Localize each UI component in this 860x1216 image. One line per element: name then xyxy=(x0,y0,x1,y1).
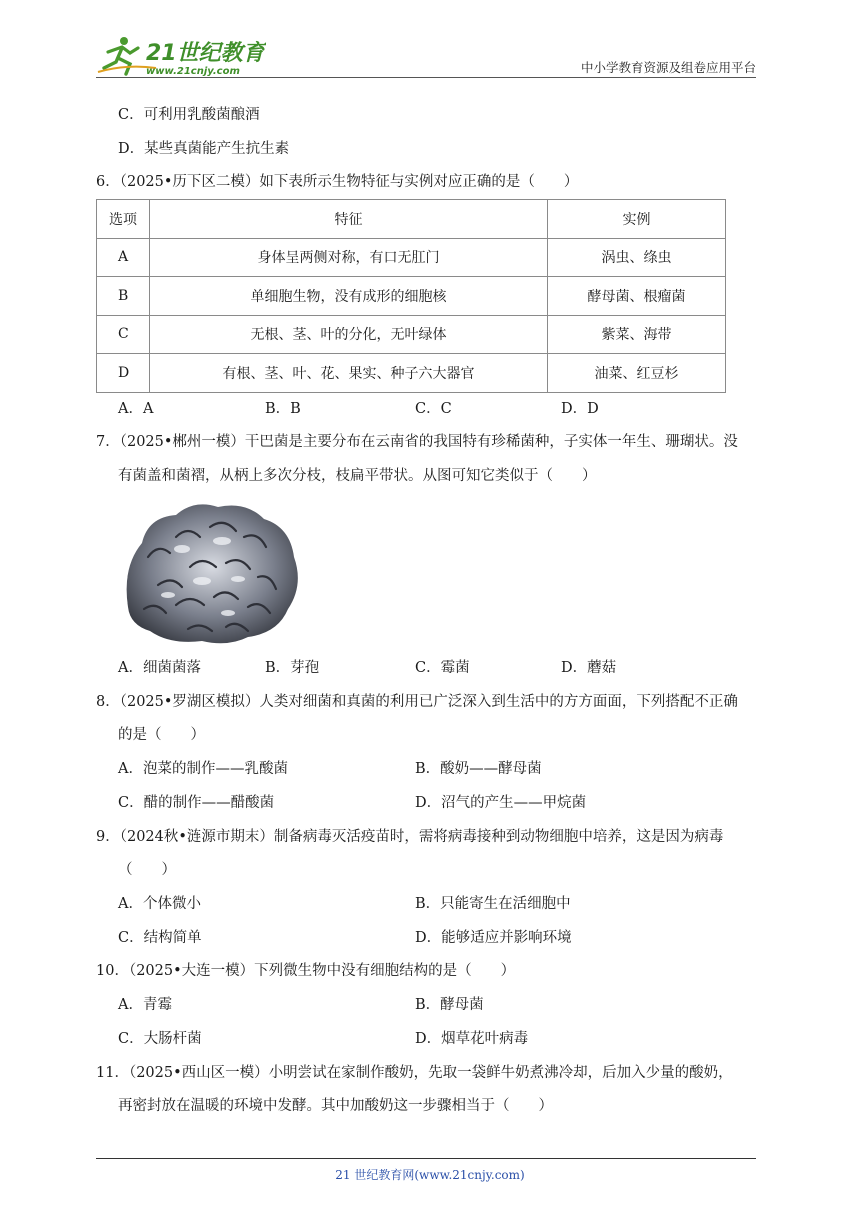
q11-stem-line2: 再密封放在温暖的环境中发酵。其中加酸奶这一步骤相当于（ ） xyxy=(118,1098,553,1114)
table-row xyxy=(97,315,726,354)
q8-options-row1 xyxy=(118,759,738,779)
q7-stem-line1: 7．（2025•郴州一模）干巴菌是主要分布在云南省的我国特有珍稀菌种，子实体一年生、珊瑚状。没 xyxy=(96,434,738,450)
table-cell: 酵母菌、根瘤菌 xyxy=(548,277,726,316)
q10-option-a: A．青霉 xyxy=(118,997,172,1013)
q6-stem: 6．（2025•历下区二模）如下表所示生物特征与实例对应正确的是（ ） xyxy=(96,174,579,190)
q9-options-row1 xyxy=(118,894,738,914)
q8-option-c: C．醋的制作——醋酸菌 xyxy=(118,795,275,811)
table-cell: 身体呈两侧对称，有口无肛门 xyxy=(150,238,548,277)
table-cell: 涡虫、绦虫 xyxy=(548,238,726,277)
logo-text: 21世纪教育 xyxy=(146,41,265,66)
q6-option-b: B．B xyxy=(265,401,301,417)
table-cell: B xyxy=(97,277,150,316)
table-cell: 有根、茎、叶、花、果实、种子六大器官 xyxy=(150,354,548,393)
q6-options xyxy=(118,399,738,419)
q10-option-b: B．酵母菌 xyxy=(415,997,484,1013)
table-cell: C xyxy=(97,315,150,354)
q7-option-a: A．细菌菌落 xyxy=(118,660,201,676)
header-divider xyxy=(96,77,756,78)
page-header xyxy=(96,30,756,78)
q6-option-d: D．D xyxy=(561,401,599,417)
table-row xyxy=(97,277,726,316)
q9-stem-line2: （ ） xyxy=(118,862,176,878)
prev-option-c: C．可利用乳酸菌酿酒 xyxy=(118,107,260,123)
q10-options-row1 xyxy=(118,995,738,1015)
table-header-cell: 特征 xyxy=(150,200,548,239)
logo-21cnjy xyxy=(96,34,266,78)
q7-stem-line2: 有菌盖和菌褶，从柄上多次分枝，枝扁平带状。从图可知它类似于（ ） xyxy=(118,468,597,484)
q9-options-row2 xyxy=(118,928,738,948)
table-row xyxy=(97,354,726,393)
q8-stem-line1: 8．（2025•罗湖区模拟）人类对细菌和真菌的利用已广泛深入到生活中的方方面面，下列搭配不正确 xyxy=(96,694,738,710)
q10-option-d: D．烟草花叶病毒 xyxy=(415,1031,529,1047)
q10-option-c: C．大肠杆菌 xyxy=(118,1031,202,1047)
q8-options-row2 xyxy=(118,793,738,813)
table-cell: 油菜、红豆杉 xyxy=(548,354,726,393)
q7-option-c: C．霉菌 xyxy=(415,660,470,676)
table-cell: D xyxy=(97,354,150,393)
footer-divider xyxy=(96,1158,756,1159)
logo-subtext: www.21cnjy.com xyxy=(146,66,240,77)
table-cell: 紫菜、海带 xyxy=(548,315,726,354)
q8-option-d: D．沼气的产生——甲烷菌 xyxy=(415,795,587,811)
q6-table xyxy=(96,199,726,393)
q8-stem-line2: 的是（ ） xyxy=(118,727,205,743)
q9-option-c: C．结构简单 xyxy=(118,930,202,946)
table-header-cell: 选项 xyxy=(97,200,150,239)
q9-option-a: A．个体微小 xyxy=(118,896,201,912)
q8-option-a: A．泡菜的制作——乳酸菌 xyxy=(118,761,288,777)
platform-title: 中小学教育资源及组卷应用平台 xyxy=(580,60,756,75)
q9-option-b: B．只能寄生在活细胞中 xyxy=(415,896,571,912)
table-cell: 无根、茎、叶的分化，无叶绿体 xyxy=(150,315,548,354)
q7-option-d: D．蘑菇 xyxy=(561,660,617,676)
q8-option-b: B．酸奶——酵母菌 xyxy=(415,761,542,777)
table-cell: A xyxy=(97,238,150,277)
ganba-fungus-image xyxy=(118,497,304,647)
footer-link[interactable]: 21 世纪教育网(www.21cnjy.com) xyxy=(335,1168,525,1182)
q7-option-b: B．芽孢 xyxy=(265,660,320,676)
table-cell: 单细胞生物，没有成形的细胞核 xyxy=(150,277,548,316)
q9-stem-line1: 9．（2024秋•涟源市期末）制备病毒灭活疫苗时，需将病毒接种到动物细胞中培养，这是因为病毒 xyxy=(96,829,724,845)
q6-option-a: A．A xyxy=(118,401,154,417)
q10-stem: 10．（2025•大连一模）下列微生物中没有细胞结构的是（ ） xyxy=(96,963,516,979)
table-header-cell: 实例 xyxy=(548,200,726,239)
q9-option-d: D．能够适应并影响环境 xyxy=(415,930,572,946)
table-header-row xyxy=(97,200,726,239)
q6-option-c: C．C xyxy=(415,401,452,417)
q10-options-row2 xyxy=(118,1029,738,1049)
q11-stem-line1: 11．（2025•西山区一模）小明尝试在家制作酸奶，先取一袋鲜牛奶煮沸冷却，后加入少量的酸奶， xyxy=(96,1065,733,1081)
prev-option-d: D．某些真菌能产生抗生素 xyxy=(118,141,290,157)
table-row xyxy=(97,238,726,277)
q7-options xyxy=(118,658,738,678)
